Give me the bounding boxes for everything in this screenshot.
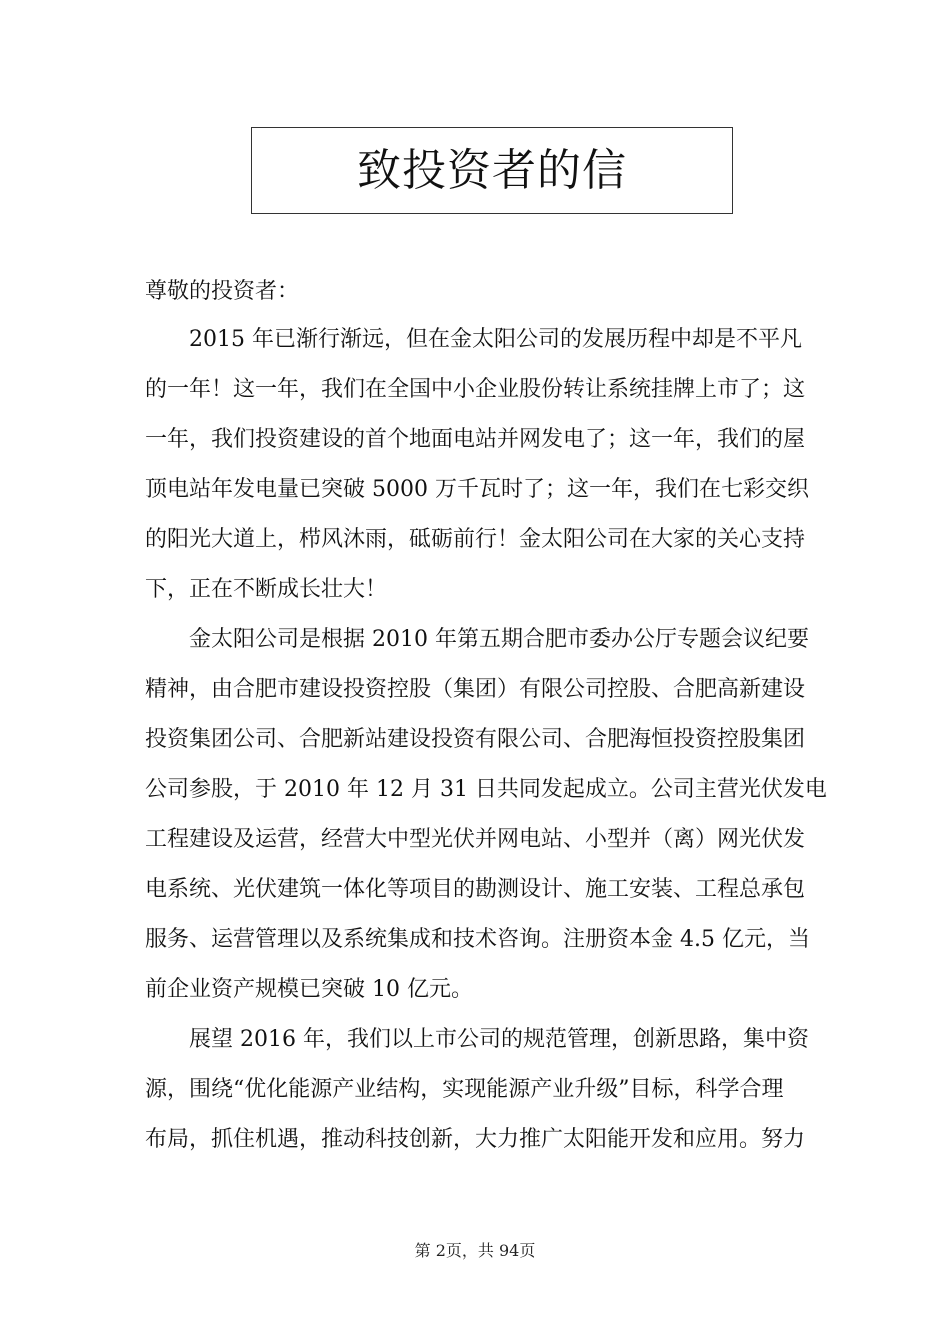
paragraph-line: 的一年！这一年，我们在全国中小企业股份转让系统挂牌上市了；这	[145, 377, 806, 402]
paragraph-line: 的阳光大道上，栉风沐雨，砥砺前行！金太阳公司在大家的关心支持	[145, 527, 806, 552]
title-box	[251, 127, 733, 214]
paragraph-3	[145, 1015, 810, 1165]
paragraph-line: 顶电站年发电量已突破 5000 万千瓦时了；这一年，我们在七彩交织	[145, 477, 809, 502]
paragraph-line: 公司参股，于 2010 年 12 月 31 日共同发起成立。公司主营光伏发电	[145, 777, 827, 802]
paragraph-1	[145, 315, 810, 615]
paragraph-line: 精神，由合肥市建设投资控股（集团）有限公司控股、合肥高新建设	[145, 677, 806, 702]
page-title: 致投资者的信	[357, 144, 627, 196]
paragraph-line: 前企业资产规模已突破 10 亿元。	[145, 977, 473, 1002]
paragraph-line: 服务、运营管理以及系统集成和技术咨询。注册资本金 4.5 亿元，当	[145, 927, 810, 952]
paragraph-line: 下，正在不断成长壮大！	[145, 577, 388, 602]
paragraph-line: 投资集团公司、合肥新站建设投资有限公司、合肥海恒投资控股集团	[145, 727, 806, 752]
paragraph-line: 金太阳公司是根据 2010 年第五期合肥市委办公厅专题会议纪要	[189, 627, 809, 652]
paragraph-2	[145, 615, 827, 1015]
paragraph-line: 布局，抓住机遇，推动科技创新，大力推广太阳能开发和应用。努力	[145, 1127, 806, 1152]
paragraph-line: 电系统、光伏建筑一体化等项目的勘测设计、施工安装、工程总承包	[145, 877, 806, 902]
paragraph-line: 展望 2016 年，我们以上市公司的规范管理，创新思路，集中资	[189, 1027, 809, 1052]
paragraph-line: 工程建设及运营，经营大中型光伏并网电站、小型并（离）网光伏发	[145, 827, 806, 852]
paragraph-line: 一年，我们投资建设的首个地面电站并网发电了；这一年，我们的屋	[145, 427, 806, 452]
paragraph-line: 2015 年已渐行渐远，但在金太阳公司的发展历程中却是不平凡	[189, 327, 802, 352]
paragraph-line: 源，围绕“优化能源产业结构，实现能源产业升级”目标，科学合理	[145, 1077, 784, 1102]
salutation: 尊敬的投资者：	[145, 279, 300, 304]
page-number-footer: 第 2页，共 94页	[414, 1241, 536, 1260]
